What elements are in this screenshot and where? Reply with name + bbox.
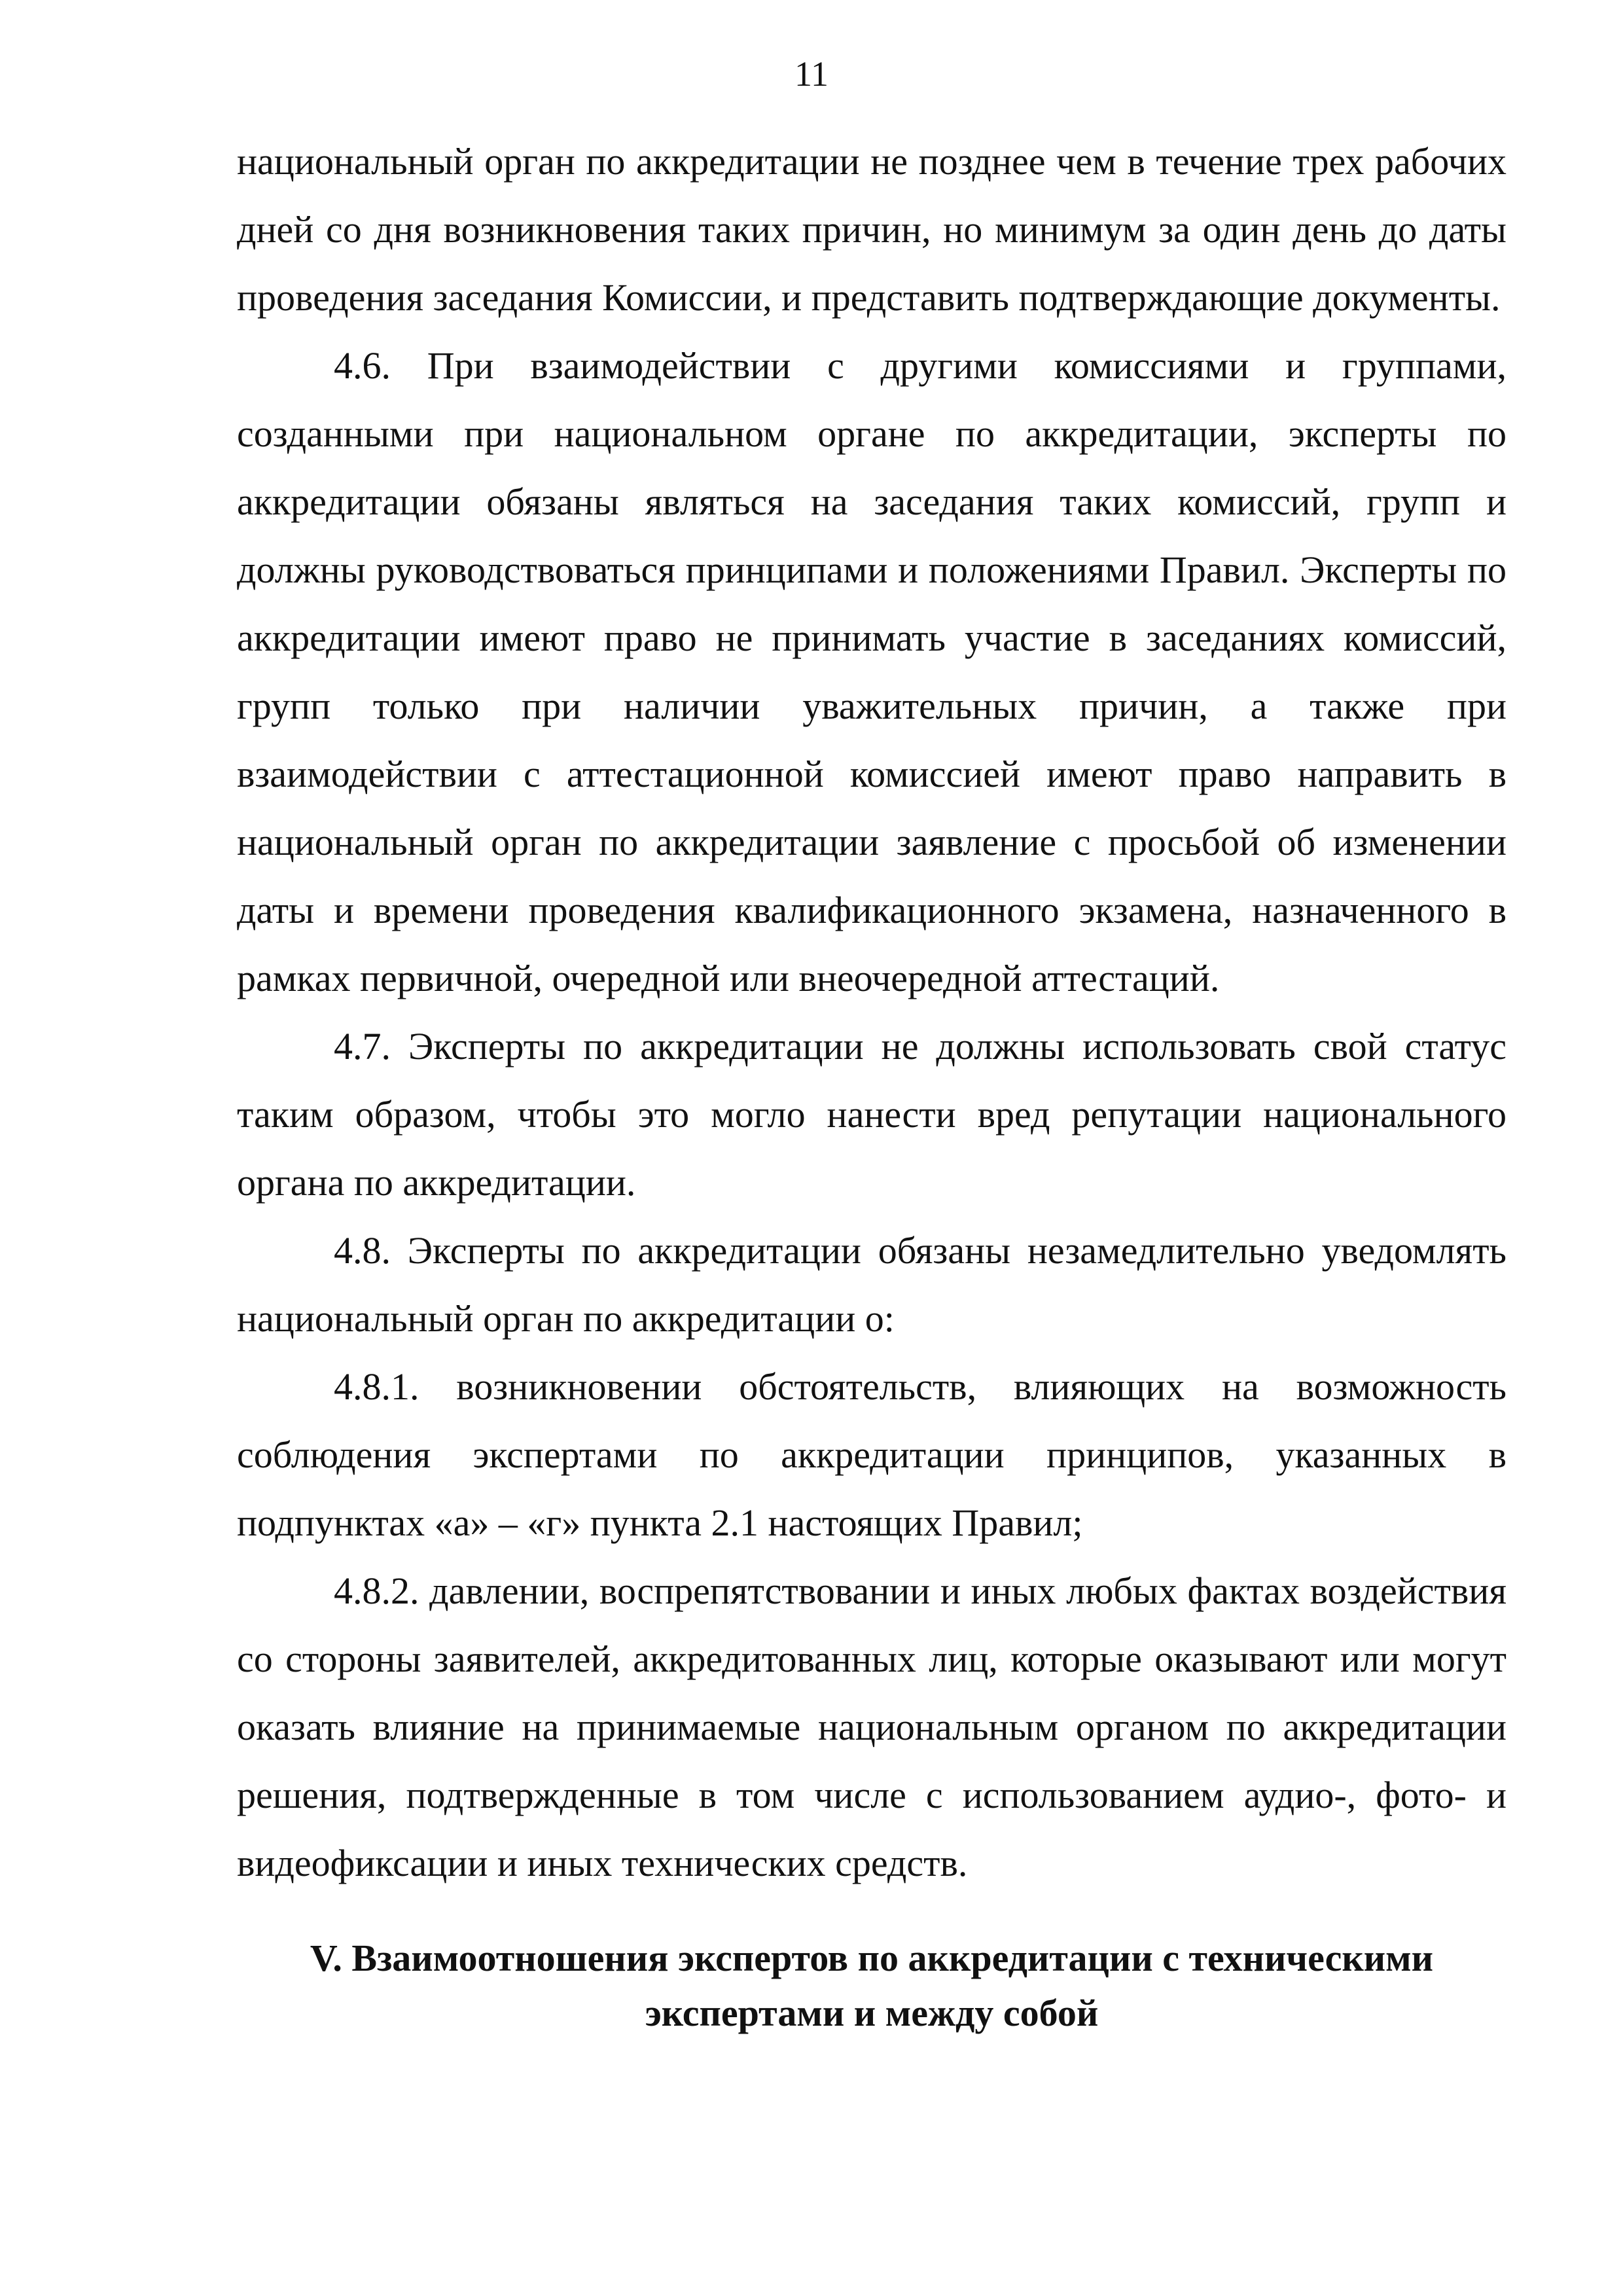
paragraph-4-8-2: 4.8.2. давлении, воспрепятствовании и иных любых фактах воздействия со стороны заявителей, аккредитованных лиц, которые оказывают или могут оказать влияние на принимаемые национальным органом по аккредитации решения, подтвержденные в том числе с использованием аудио-, фото- и видеофиксации и иных технических средств.	[237, 1570, 1507, 1884]
paragraph-4-8: 4.8. Эксперты по аккредитации обязаны незамедлительно уведомлять национальный орган по аккредитации о:	[237, 1229, 1507, 1340]
paragraph-4-6: 4.6. При взаимодействии с другими комиссиями и группами, созданными при национальном органе по аккредитации, эксперты по аккредитации обязаны являться на заседания таких комиссий, групп и должны руководствоваться принципами и положениями Правил. Эксперты по аккредитации имеют право не принимать участие в заседаниях комиссий, групп только при наличии уважительных причин, а также при взаимодействии с аттестационной комиссией имеют право направить в национальный орган по аккредитации заявление с просьбой об изменении даты и времени проведения квалификационного экзамена, назначенного в рамках первичной, очередной или внеочередной аттестаций.	[237, 344, 1507, 999]
paragraph-4-7: 4.7. Эксперты по аккредитации не должны использовать свой статус таким образом, чтобы это могло нанести вред репутации национального органа по аккредитации.	[237, 1025, 1507, 1204]
paragraph-continuation: национальный орган по аккредитации не позднее чем в течение трех рабочих дней со дня возникновения таких причин, но минимум за один день до даты проведения заседания Комиссии, и представить подтверждающие документы.	[237, 140, 1507, 319]
page-number: 11	[794, 54, 829, 94]
section-heading	[237, 1931, 1507, 2041]
paragraph-4-8-1: 4.8.1. возникновении обстоятельств, влияющих на возможность соблюдения экспертами по аккредитации принципов, указанных в подпунктах «а» – «г» пункта 2.1 настоящих Правил;	[237, 1365, 1507, 1544]
section-heading-line-2: экспертами и между собой	[645, 1992, 1099, 2034]
document-body	[237, 128, 1507, 1897]
section-heading-line-1: V. Взаимоотношения экспертов по аккредитации с техническими	[310, 1937, 1434, 1979]
